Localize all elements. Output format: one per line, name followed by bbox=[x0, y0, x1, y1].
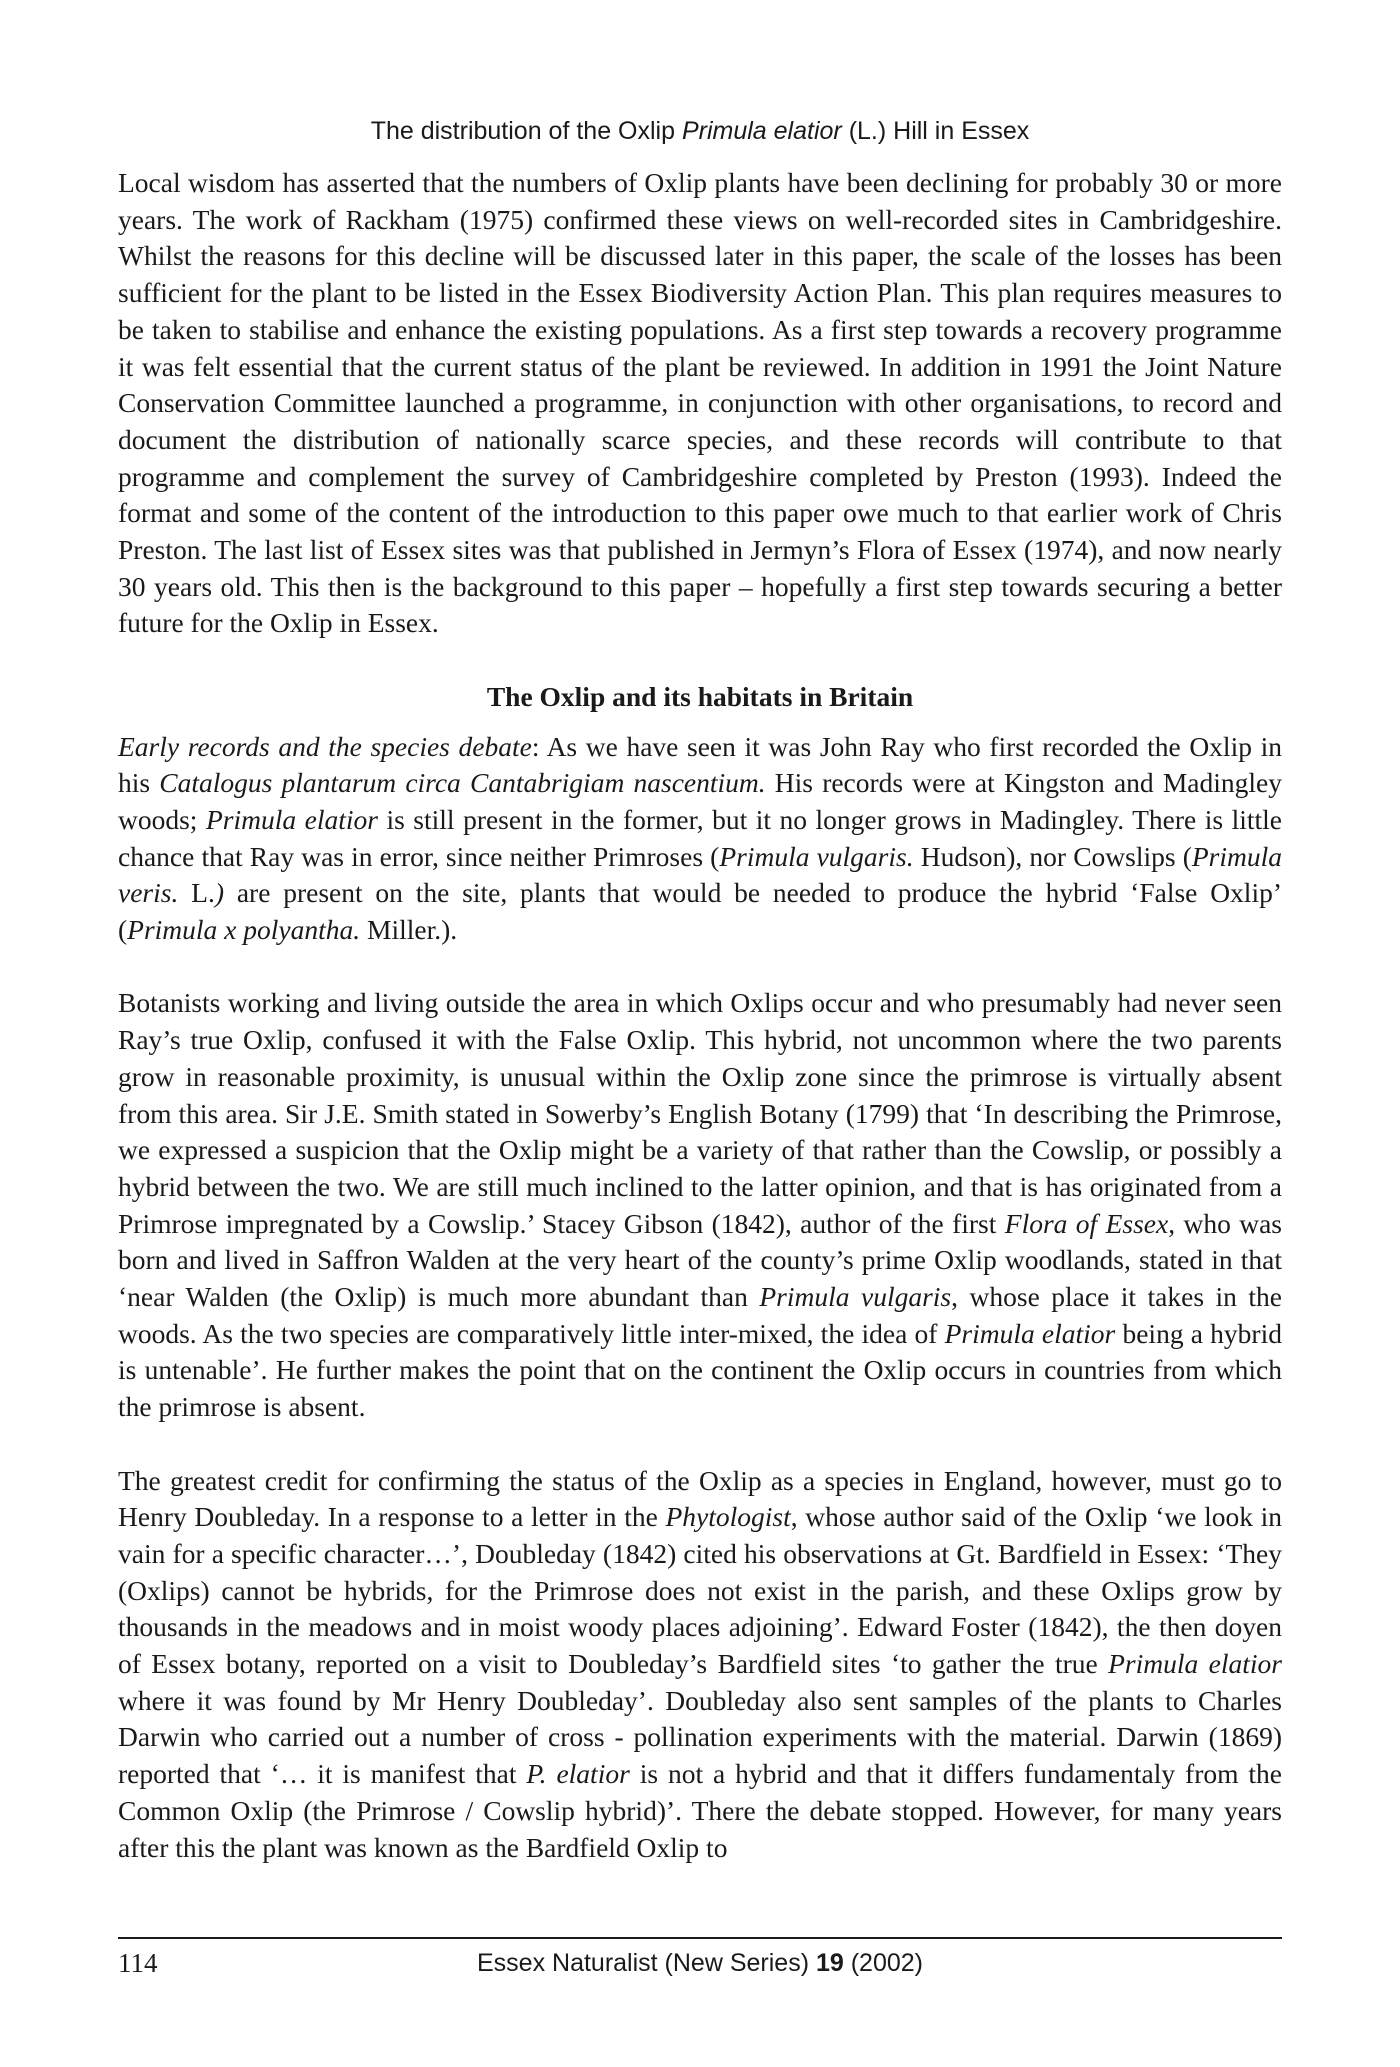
species-name: Primula elatior bbox=[1108, 1648, 1282, 1680]
running-head-post: (L.) Hill in Essex bbox=[841, 117, 1030, 145]
text-run: The greatest credit for confirming the status of the Oxlip as a species in England, however, must go to Henry Doubleday. In a response to a letter in the bbox=[118, 1464, 1282, 1533]
paragraph-early-records bbox=[118, 729, 1282, 949]
section-heading: The Oxlip and its habitats in Britain bbox=[486, 680, 914, 712]
page-number: 114 bbox=[118, 1948, 158, 1978]
running-head-pre: The distribution of the Oxlip bbox=[370, 117, 682, 145]
species-name: Primula veris. bbox=[118, 840, 1283, 909]
body-text bbox=[118, 165, 1282, 1903]
subheading-early-records: Early records and the species debate bbox=[118, 730, 532, 762]
running-head-species: Primula elatior bbox=[681, 117, 842, 145]
text-run: L. bbox=[178, 877, 215, 909]
running-head bbox=[118, 116, 1282, 146]
journal-volume: 19 bbox=[815, 1949, 844, 1977]
italic-title: Flora of Essex bbox=[1004, 1207, 1169, 1239]
species-name: P. elatior bbox=[526, 1758, 630, 1790]
text-run: where it was found by Mr Henry Doubleday’. Doubleday also sent samples of the plants to Charles Darwin who carried out a number of cross - pollination experiments with the material. Darwin (1869) reported that ‘… it is manifest that bbox=[118, 1684, 1282, 1790]
species-name: Primula vulgaris bbox=[759, 1281, 952, 1313]
text-run: is still present in the former, but it no longer grows in Madingley. There is little chance that Ray was in error, since neither Primroses ( bbox=[118, 803, 1282, 872]
text-run: are present on the site, plants that would be needed to produce the hybrid ‘False Oxlip’ ( bbox=[118, 877, 1282, 946]
text-run: being a hybrid is untenable’. He further makes the point that on the continent the Oxlip occurs in countries from which the primrose is absent. bbox=[118, 1317, 1282, 1423]
text-run: ) bbox=[214, 877, 225, 909]
text-run: : As we have seen it was John Ray who first recorded the Oxlip in his bbox=[118, 730, 1282, 799]
text-run: , whose author said of the Oxlip ‘we look in vain for a specific character…’, Doubleday (1842) cited his observations at Gt. Bardfield in Essex: ‘They (Oxlips) cannot be hybrids, for the Primrose does not exist in the parish, and these Oxlips grow by thousands in the meadows and in moist woody places adjoining’. Edward Foster (1842), the then doyen of Essex botany, reported on a visit to Doubleday’s Bardfield sites ‘to gather the true bbox=[118, 1501, 1283, 1680]
text-run: His records were at Kingston and Madingley woods; bbox=[118, 767, 1282, 835]
text-run: is not a hybrid and that it differs fundamentaly from the Common Oxlip (the Primrose / Cowslip hybrid)’. There the debate stopped. However, for many years after this the plant was known as the Bardfield Oxlip to bbox=[118, 1758, 1282, 1863]
italic-title: Phytologist bbox=[665, 1501, 791, 1533]
text-run: Hudson), nor Cowslips ( bbox=[913, 840, 1192, 872]
species-name: Primula elatior bbox=[205, 803, 378, 835]
journal-name: Essex Naturalist (New Series) bbox=[476, 1949, 816, 1977]
footer-rule bbox=[118, 1937, 1282, 1939]
species-name: Primula elatior bbox=[944, 1317, 1116, 1349]
text-run: Miller.). bbox=[360, 914, 458, 946]
paragraph-intro: Local wisdom has asserted that the numbers of Oxlip plants have been declining for probably 30 or more years. The work of Rackham (1975) confirmed these views on well-recorded sites in Cambridgeshire. Whilst the reasons for this decline will be discussed later in this paper, the scale of the losses has been sufficient for the plant to be listed in the Essex Biodiversity Action Plan. This plan requires measures to be taken to stabilise and enhance the existing populations. As a first step towards a recovery programme it was felt essential that the current status of the plant be reviewed. In addition in 1991 the Joint Nature Conservation Committee launched a programme, in conjunction with other organisations, to record and document the distribution of nationally scarce species, and these records will contribute to that programme and complement the survey of Cambridgeshire completed by Preston (1993). Indeed the format and some of the content of the introduction to this paper owe much to that earlier work of Chris Preston. The last list of Essex sites was that published in Jermyn’s Flora of Essex (1974), and now nearly 30 years old. This then is the background to this paper – hopefully a first step towards securing a better future for the Oxlip in Essex. bbox=[118, 167, 1282, 639]
italic-title: Catalogus plantarum circa Cantabrigiam nascentium. bbox=[159, 767, 766, 799]
journal-year: (2002) bbox=[843, 1949, 923, 1977]
text-run: , whose place it takes in the woods. As the two species are comparatively little inter-mixed, the idea of bbox=[118, 1281, 1283, 1349]
text-run: , who was born and lived in Saffron Walden at the very heart of the county’s prime Oxlip woodlands, stated in that ‘near Walden (the Oxlip) is much more abundant than bbox=[118, 1207, 1282, 1313]
footer-journal bbox=[118, 1947, 1282, 1979]
species-name: Primula vulgaris. bbox=[719, 840, 914, 872]
paragraph-botanists bbox=[118, 985, 1282, 1425]
text-run: Botanists working and living outside the area in which Oxlips occur and who presumably had never seen Ray’s true Oxlip, confused it with the False Oxlip. This hybrid, not uncommon where the two parents grow in reasonable proximity, is unusual within the Oxlip zone since the primrose is virtually absent from this area. Sir J.E. Smith stated in Sowerby’s English Botany (1799) that ‘In describing the Primrose, we expressed a suspicion that the Oxlip might be a variety of that rather than the Cowslip, or possibly a hybrid between the two. We are still much inclined to the latter opinion, and that is has originated from a Primrose impregnated by a Cowslip.’ Stacey Gibson (1842), author of the first bbox=[118, 987, 1282, 1239]
paragraph-doubleday bbox=[118, 1463, 1282, 1867]
species-name: Primula x polyantha. bbox=[127, 914, 361, 946]
